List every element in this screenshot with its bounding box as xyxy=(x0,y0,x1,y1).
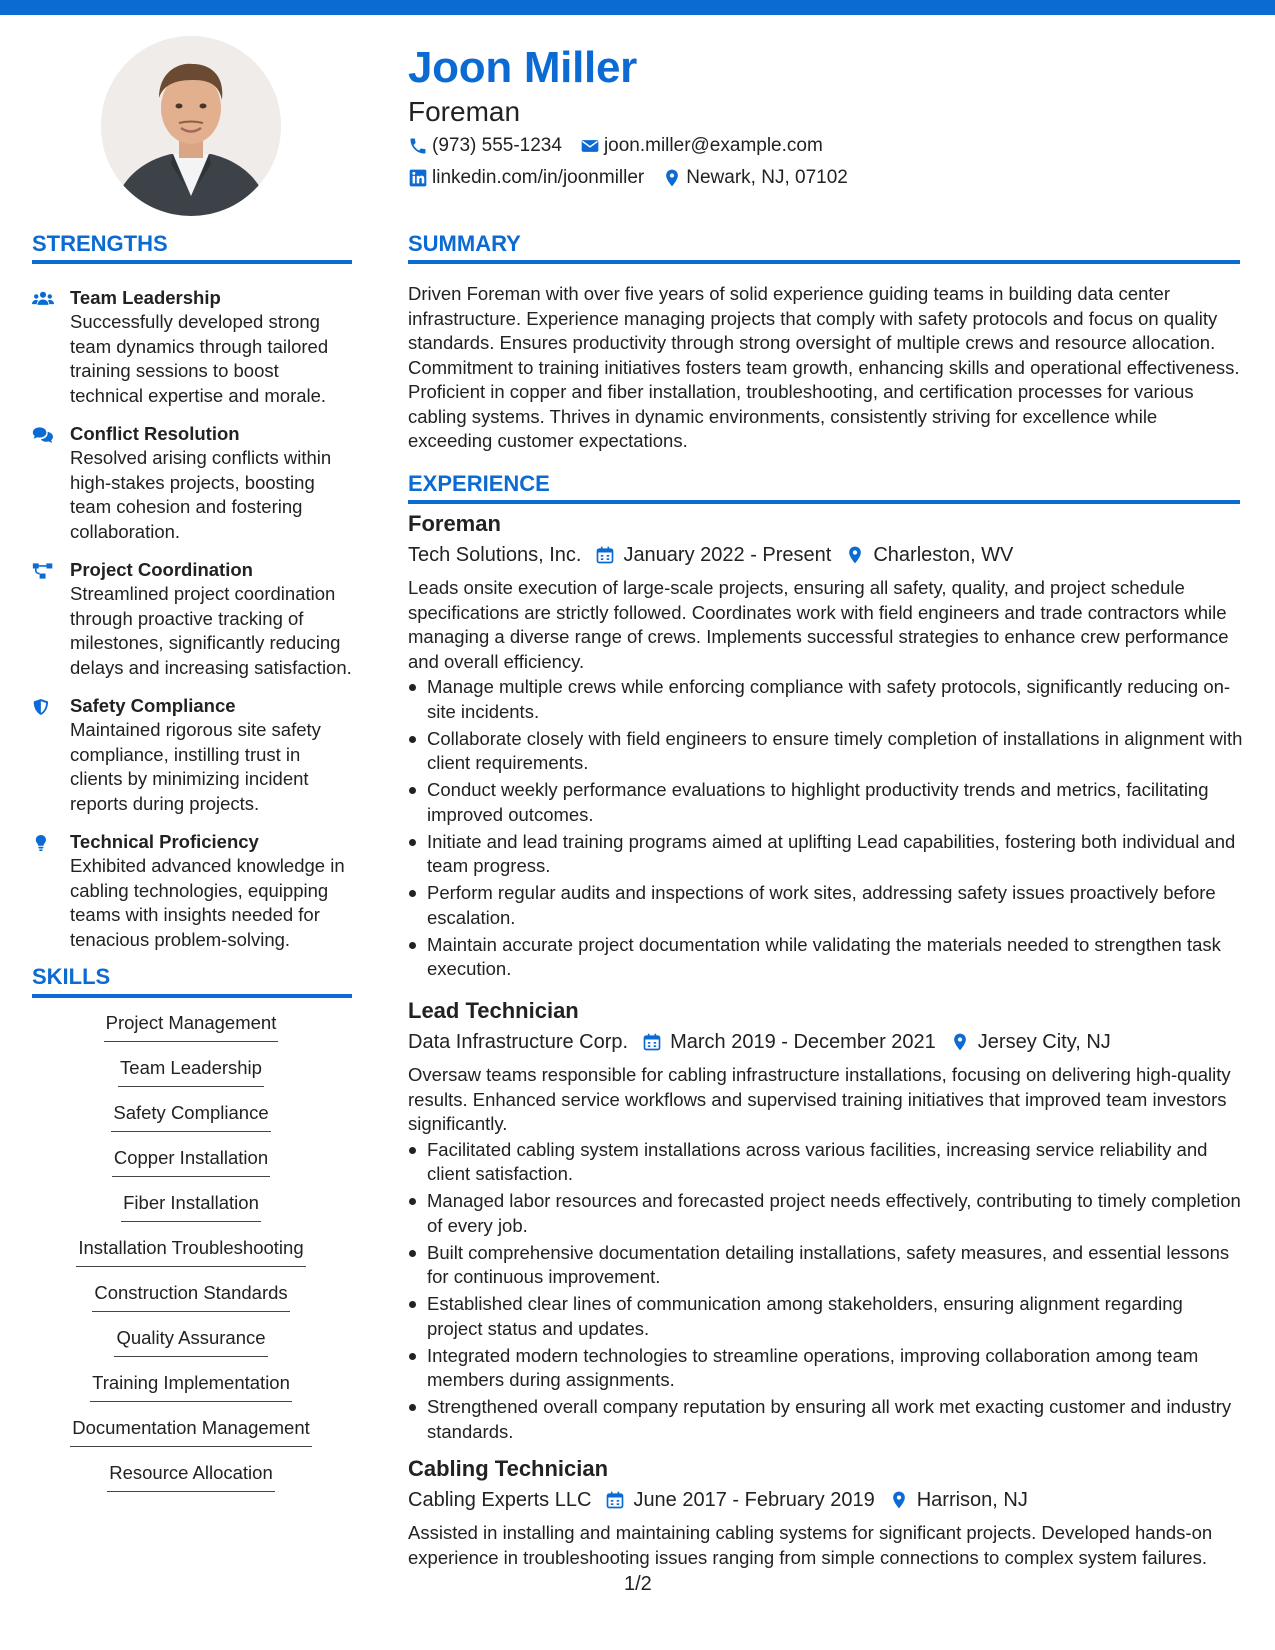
strength-title: Safety Compliance xyxy=(70,695,236,716)
job-bullet: Built comprehensive documentation detailing installations, safety measures, and essential lessons for continuous improvement. xyxy=(408,1241,1243,1290)
skills-rule xyxy=(32,994,352,998)
strengths-heading: STRENGTHS xyxy=(32,231,168,256)
job-entry xyxy=(408,510,1243,984)
summary-rule xyxy=(408,260,1240,264)
summary-text: Driven Foreman with over five years of solid experience guiding teams in building data center infrastructure. Experience managing projects that comply with safety protocols and focus on quality standards. Ensures productivity through strong oversight of multiple crews and resource allocation. Commitment to training initiatives fosters team growth, enhancing skills and operational effectiveness. Proficient in copper and fiber installation, troubleshooting, and certification processes for various cabling systems. Thrives in dynamic environments, consistently striving for excellence while exceeding customer expectations. xyxy=(408,283,1240,451)
skill-tag: Installation Troubleshooting xyxy=(76,1236,305,1267)
skill-tag: Construction Standards xyxy=(92,1281,289,1312)
candidate-name: Joon Miller xyxy=(408,43,637,92)
project-diagram-icon xyxy=(32,561,54,581)
lightbulb-icon xyxy=(32,833,54,853)
strength-title: Team Leadership xyxy=(70,287,221,308)
strength-item xyxy=(32,422,352,544)
job-bullets xyxy=(408,675,1243,982)
job-company: Tech Solutions, Inc. xyxy=(408,544,582,566)
strength-title: Technical Proficiency xyxy=(70,831,259,852)
summary-heading: SUMMARY xyxy=(408,231,521,256)
envelope-icon xyxy=(580,136,600,156)
calendar-icon xyxy=(642,1032,662,1052)
job-bullet: Collaborate closely with field engineers to ensure timely completion of installations in alignment with client requirements. xyxy=(408,727,1243,776)
skill-tag: Copper Installation xyxy=(112,1146,270,1177)
email-text: joon.miller@example.com xyxy=(603,135,823,156)
job-bullet: Integrated modern technologies to streamline operations, improving collaboration among team members during assignments. xyxy=(408,1344,1243,1393)
job-company: Cabling Experts LLC xyxy=(408,1489,592,1511)
job-role: Cabling Technician xyxy=(408,1456,609,1481)
strengths-rule xyxy=(32,260,352,264)
strength-desc: Streamlined project coordination through proactive tracking of milestones, significantly reducing delays and increasing satisfaction. xyxy=(70,583,352,678)
job-role: Foreman xyxy=(408,511,501,536)
skills-heading: SKILLS xyxy=(32,964,111,989)
job-meta xyxy=(408,541,1243,569)
strength-desc: Resolved arising conflicts within high-stakes projects, boosting team cohesion and fostering collaboration. xyxy=(70,447,332,542)
job-entry xyxy=(408,997,1243,1447)
chat-bubbles-icon xyxy=(32,425,54,445)
shield-icon xyxy=(32,697,54,717)
skill-tag: Team Leadership xyxy=(118,1056,264,1087)
strength-item xyxy=(32,830,352,952)
job-dates: June 2017 - February 2019 xyxy=(633,1489,875,1511)
job-dates: March 2019 - December 2021 xyxy=(670,1031,936,1053)
skills-list xyxy=(32,1011,350,1506)
strength-item xyxy=(32,286,352,408)
skill-tag: Resource Allocation xyxy=(107,1461,275,1492)
candidate-title: Foreman xyxy=(408,96,521,127)
job-company: Data Infrastructure Corp. xyxy=(408,1031,629,1053)
job-location: Jersey City, NJ xyxy=(977,1031,1111,1053)
contact-phone[interactable] xyxy=(408,134,562,158)
job-location: Charleston, WV xyxy=(873,544,1014,566)
job-bullet: Initiate and lead training programs aimed at uplifting Lead capabilities, fostering both individual and team progress. xyxy=(408,830,1243,879)
strength-item xyxy=(32,558,352,680)
job-meta xyxy=(408,1486,1243,1514)
phone-text: (973) 555-1234 xyxy=(432,135,562,156)
linkedin-text: linkedin.com/in/joonmiller xyxy=(432,167,645,188)
strength-title: Project Coordination xyxy=(70,559,253,580)
job-bullet: Manage multiple crews while enforcing compliance with safety protocols, significantly reducing on-site incidents. xyxy=(408,675,1243,724)
map-pin-icon xyxy=(845,545,865,565)
map-pin-icon xyxy=(950,1032,970,1052)
strength-title: Conflict Resolution xyxy=(70,423,240,444)
job-role: Lead Technician xyxy=(408,998,579,1023)
strength-item xyxy=(32,694,352,816)
job-description: Assisted in installing and maintaining cabling systems for significant projects. Developed hands-on experience in troubleshooting issues ranging from simple connections to complex system failures. xyxy=(408,1522,1213,1568)
skill-tag: Quality Assurance xyxy=(114,1326,267,1357)
skill-tag: Project Management xyxy=(104,1011,279,1042)
map-pin-icon xyxy=(662,168,682,188)
strength-desc: Successfully developed strong team dynamics through tailored training sessions to boost technical expertise and morale. xyxy=(70,311,329,406)
skill-tag: Documentation Management xyxy=(70,1416,312,1447)
skill-tag: Fiber Installation xyxy=(121,1191,261,1222)
job-bullets xyxy=(408,1138,1243,1445)
contact-location xyxy=(662,166,848,190)
job-meta xyxy=(408,1028,1243,1056)
strength-desc: Maintained rigorous site safety compliance, instilling trust in clients by minimizing incident reports during projects. xyxy=(70,719,321,814)
experience-heading: EXPERIENCE xyxy=(408,471,550,496)
job-bullet: Conduct weekly performance evaluations to highlight productivity trends and metrics, facilitating improved outcomes. xyxy=(408,778,1243,827)
page-number: 1/2 xyxy=(624,1573,652,1595)
location-text: Newark, NJ, 07102 xyxy=(686,167,848,188)
job-description: Leads onsite execution of large-scale projects, ensuring all safety, quality, and project schedule specifications are strictly followed. Coordinates work with field engineers and trade contractors while managing a diverse range of crews. Implements successful strategies to enhance crew performance and overall efficiency. xyxy=(408,577,1229,672)
job-bullet: Maintain accurate project documentation while validating the materials needed to strengthen task execution. xyxy=(408,933,1243,982)
job-bullet: Strengthened overall company reputation by ensuring all work met exacting customer and industry standards. xyxy=(408,1395,1243,1444)
contact-row-2 xyxy=(408,166,866,190)
job-entry xyxy=(408,1455,1243,1570)
job-description: Oversaw teams responsible for cabling infrastructure installations, focusing on delivering high-quality results. Enhanced service workflows and supervised training initiatives that improved team investors significantly. xyxy=(408,1064,1231,1134)
contact-email[interactable] xyxy=(580,134,823,158)
contact-linkedin[interactable] xyxy=(408,166,644,190)
job-bullet: Established clear lines of communication among stakeholders, ensuring alignment regarding project status and updates. xyxy=(408,1292,1243,1341)
skill-tag: Safety Compliance xyxy=(111,1101,270,1132)
calendar-icon xyxy=(595,545,615,565)
calendar-icon xyxy=(605,1490,625,1510)
skill-tag: Training Implementation xyxy=(90,1371,292,1402)
job-dates: January 2022 - Present xyxy=(623,544,832,566)
job-bullet: Managed labor resources and forecasted project needs effectively, contributing to timely completion of every job. xyxy=(408,1189,1243,1238)
job-location: Harrison, NJ xyxy=(916,1489,1028,1511)
top-accent-bar xyxy=(0,0,1275,15)
job-bullet: Facilitated cabling system installations across various facilities, increasing service reliability and client satisfaction. xyxy=(408,1138,1243,1187)
users-icon xyxy=(32,289,54,309)
phone-icon xyxy=(408,136,428,156)
profile-photo xyxy=(101,36,281,216)
map-pin-icon xyxy=(889,1490,909,1510)
contact-row-1 xyxy=(408,134,841,158)
linkedin-icon xyxy=(408,168,428,188)
strength-desc: Exhibited advanced knowledge in cabling technologies, equipping teams with insights needed for tenacious problem-solving. xyxy=(70,855,345,950)
strengths-list xyxy=(32,286,352,966)
job-bullet: Perform regular audits and inspections of work sites, addressing safety issues proactively before escalation. xyxy=(408,881,1243,930)
experience-rule xyxy=(408,500,1240,504)
